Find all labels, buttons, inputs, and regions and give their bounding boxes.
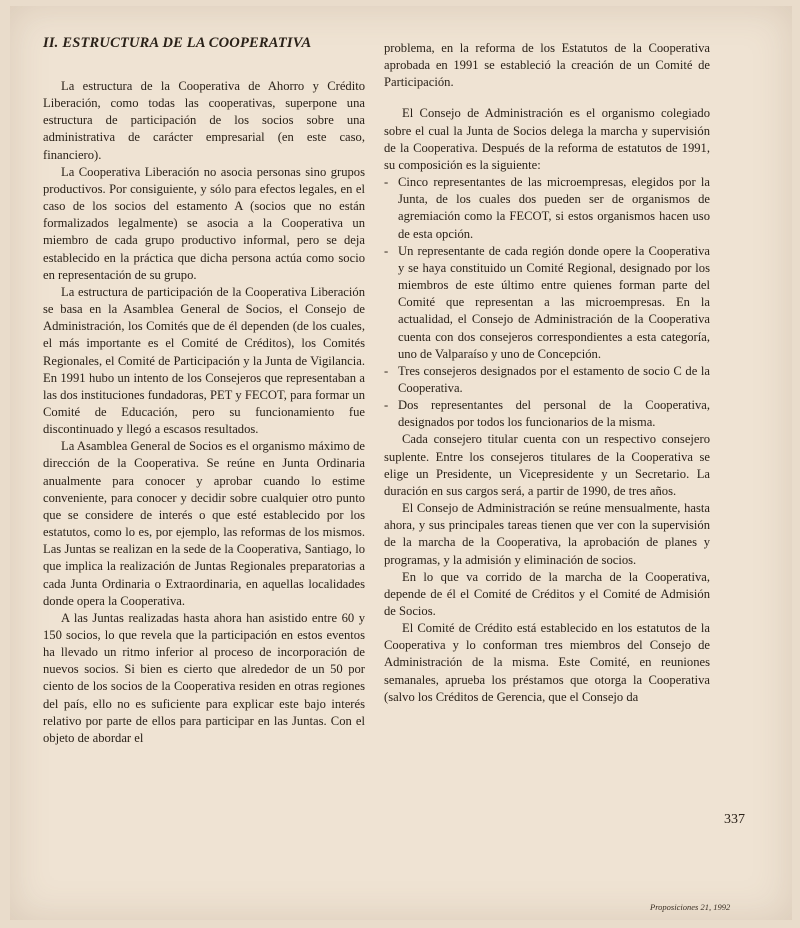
left-column: [43, 34, 365, 747]
paragraph: problema, en la reforma de los Estatutos de la Cooperativa aprobada en 1991 se estableció la creación de un Comité de Participación.: [384, 41, 710, 90]
right-column: [384, 40, 710, 706]
paragraph: En lo que va corrido de la marcha de la Cooperativa, depende de él el Comité de Créditos y el Comité de Admisión de Socios.: [384, 569, 710, 618]
paragraph: La Cooperativa Liberación no asocia personas sino grupos productivos. Por consiguiente, y sólo para efectos legales, en el caso de los socios del estamento A (socios que no están formalizados legalmente) se asocia a la Cooperativa un miembro de cada grupo productivo informal, pero se deja establecido en la práctica que dicha persona actúa como socio en representación de su grupo.: [43, 164, 365, 282]
paragraph: A las Juntas realizadas hasta ahora han asistido entre 60 y 150 socios, lo que revela que la participación en estos eventos ha llevado un ritmo inferior al proceso de incorporación de nuevos socios. Si bien es cierto que alrededor de un 50 por ciento de los socios de la Cooperativa residen en otras regiones del país, ello no es suficiente para explicar este bajo interés relativo por parte de ellos para participar en las Juntas. Con el objeto de abordar el: [43, 610, 365, 745]
list-item: - Un representante de cada región donde opere la Cooperativa y se haya constituido un Comité Regional, designado por los miembros de este último entre quienes forman parte del Comité que representan a las microempresas. En la actualidad, el Consejo de Administración de la Cooperativa cuenta con dos consejeros correspondientes a esta categoría, uno de Valparaíso y uno de Concepción.: [384, 243, 710, 363]
composition-list: [384, 174, 710, 431]
list-item: - Dos representantes del personal de la Cooperativa, designados por todos los funcionarios de la misma.: [384, 397, 710, 431]
paragraph: La estructura de participación de la Cooperativa Liberación se basa en la Asamblea General de Socios, el Consejo de Administración, los Comités que de él dependen (de los cuales, el más importante es el Comité de Créditos), los Comités Regionales, el Comité de Participación y la Junta de Vigilancia. En 1991 hubo un intento de los Consejeros que representaban a las dos instituciones fundadoras, PET y FECOT, para formar un Comité de Educación, pero su funcionamiento fue discontinuado y llegó a escasos resultados.: [43, 284, 365, 437]
paragraph: Cada consejero titular cuenta con un respectivo consejero suplente. Entre los consejeros titulares de la Cooperativa se elige un Presidente, un Vicepresidente y un Secretario. La duración en sus cargos será, a partir de 1990, de tres años.: [384, 432, 710, 498]
paragraph: El Comité de Crédito está establecido en los estatutos de la Cooperativa y lo conforman tres miembros del Consejo de Administración de la misma. Este Comité, en reuniones semanales, aprueba los préstamos que otorga la Cooperativa (salvo los Créditos de Gerencia, que el Consejo da: [384, 621, 710, 704]
page-footer: Proposiciones 21, 1992: [650, 902, 731, 912]
paragraph: La estructura de la Cooperativa de Ahorro y Crédito Liberación, como todas las cooperativas, superpone una estructura de participación de los socios sobre una administrativa de carácter empresarial (en este caso, financiero).: [43, 79, 365, 162]
paragraph: El Consejo de Administración se reúne mensualmente, hasta ahora, y sus principales tareas tienen que ver con la supervisión de la marcha de la Cooperativa, la aprobación de planes y programas, y la admisión y eliminación de socios.: [384, 501, 710, 567]
section-heading: II. ESTRUCTURA DE LA COOPERATIVA: [43, 35, 312, 51]
list-item: - Tres consejeros designados por el estamento de socio C de la Cooperativa.: [384, 363, 710, 397]
paragraph: El Consejo de Administración es el organismo colegiado sobre el cual la Junta de Socios delega la marcha y supervisión de la Cooperativa. Después de la reforma de estatutos de 1991, su composición es la siguiente:: [384, 106, 710, 172]
list-item: - Cinco representantes de las microempresas, elegidos por la Junta, de los cuales dos pueden ser de organismos de agremiación como la FECOT, si estos organismos hacen uso de esta opción.: [384, 174, 710, 243]
paragraph: La Asamblea General de Socios es el organismo máximo de dirección de la Cooperativa. Se reúne en Junta Ordinaria anualmente para conocer y aprobar cuando lo estime conveniente, para conocer y decidir sobre cualquier otro punto que se considere de interés o que esté establecido por los estatutos, como lo es, por ejemplo, las reformas de los mismos. Las Juntas se realizan en la sede de la Cooperativa, Santiago, lo que implica la realización de Juntas Regionales preparatorias a cada Junta Ordinaria o Extraordinaria, en aquellas localidades donde opera la Cooperativa.: [43, 439, 365, 608]
page-number: 337: [724, 812, 745, 827]
document-page: [10, 6, 792, 920]
